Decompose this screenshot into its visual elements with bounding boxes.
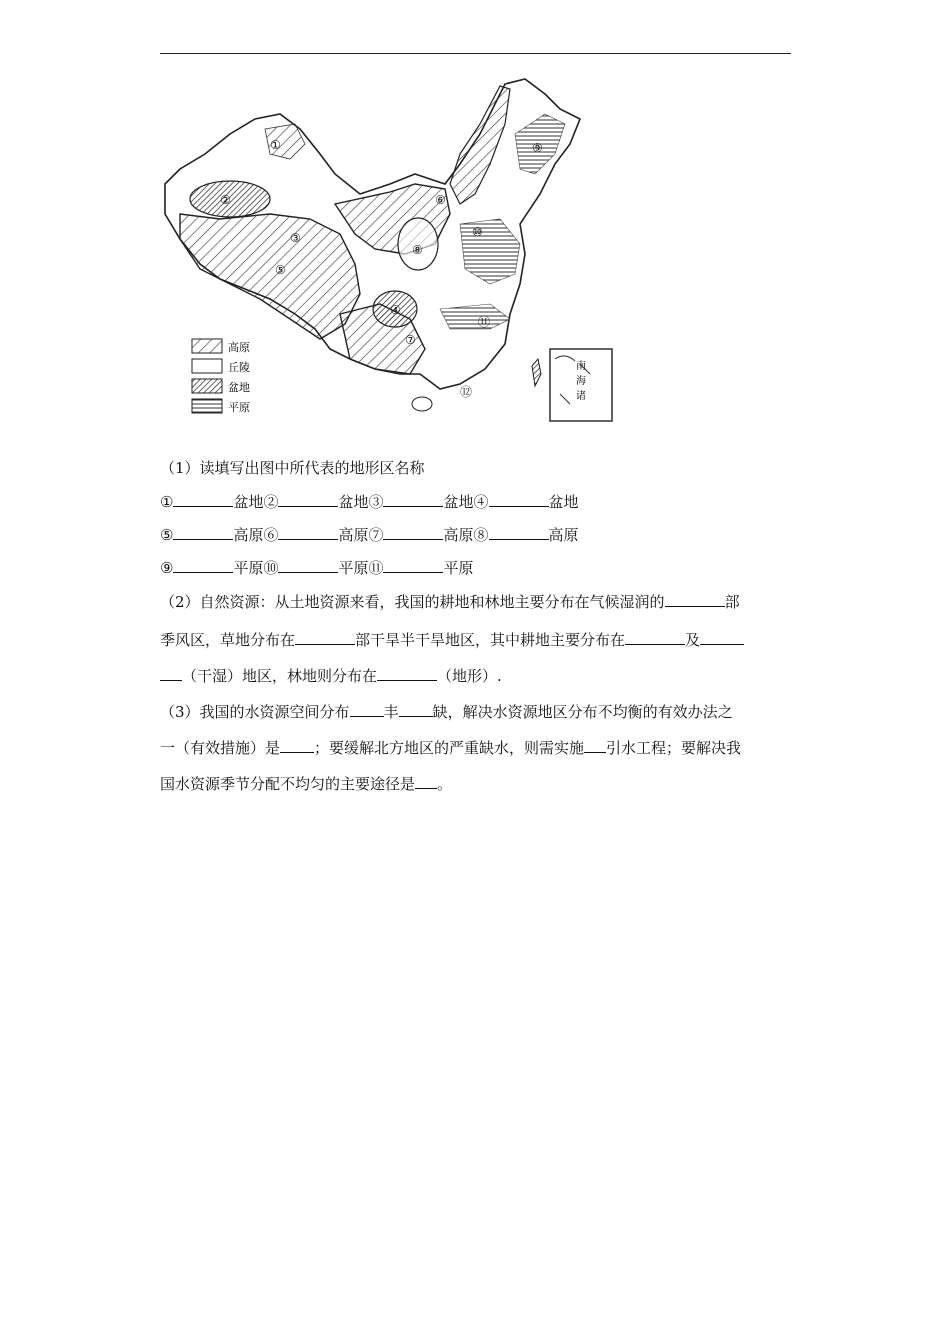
svg-text:诸: 诸 bbox=[576, 391, 586, 402]
north-china-plain bbox=[460, 219, 520, 284]
svg-text:高原: 高原 bbox=[228, 341, 250, 354]
yangtze-plain bbox=[440, 304, 510, 329]
q1-row1: ① 盆地② 盆地③ 盆地④ 盆地 bbox=[160, 493, 579, 511]
blank-q2-5[interactable] bbox=[377, 666, 437, 681]
hainan-island bbox=[412, 397, 432, 411]
marker-2: ② bbox=[220, 193, 231, 207]
q1-row3: ⑨ 平原⑩ 平原⑪ 平原 bbox=[160, 559, 474, 577]
blank-q3-3[interactable] bbox=[280, 738, 314, 753]
marker-11: ⑪ bbox=[478, 315, 491, 329]
blank-q2-2[interactable] bbox=[295, 630, 355, 645]
marker-12: ⑫ bbox=[460, 385, 473, 399]
svg-text:平原: 平原 bbox=[228, 401, 250, 414]
blank-5[interactable] bbox=[173, 525, 233, 540]
northeast-plateau-band bbox=[450, 86, 510, 204]
svg-text:丘陵: 丘陵 bbox=[228, 361, 250, 374]
blank-1[interactable] bbox=[173, 492, 233, 507]
blank-q3-4[interactable] bbox=[584, 738, 606, 753]
q2-line3: （干湿）地区，林地则分布在 （地形）. bbox=[160, 666, 792, 686]
blank-3[interactable] bbox=[383, 492, 443, 507]
blank-q2-3[interactable] bbox=[625, 630, 685, 645]
blank-q2-4b[interactable] bbox=[160, 666, 182, 681]
blank-q3-2[interactable] bbox=[399, 702, 433, 717]
blank-8[interactable] bbox=[489, 525, 549, 540]
svg-text:盆地: 盆地 bbox=[228, 381, 250, 394]
blank-6[interactable] bbox=[278, 525, 338, 540]
south-china-sea-inset bbox=[550, 349, 612, 421]
q1-title: （1）读填写出图中所代表的地形区名称 bbox=[160, 459, 425, 477]
blank-7[interactable] bbox=[383, 525, 443, 540]
marker-1: ① bbox=[270, 138, 281, 152]
blank-q3-5[interactable] bbox=[415, 774, 437, 789]
blank-9[interactable] bbox=[173, 558, 233, 573]
blank-11[interactable] bbox=[383, 558, 443, 573]
marker-7: ⑦ bbox=[405, 333, 416, 347]
blank-q2-4a[interactable] bbox=[700, 630, 744, 645]
marker-9: ⑨ bbox=[532, 141, 543, 155]
marker-8: ⑧ bbox=[412, 243, 423, 257]
q1-row2: ⑤ 高原⑥ 高原⑦ 高原⑧ 高原 bbox=[160, 526, 579, 544]
q2-line2: 季风区，草地分布在 部干旱半干旱地区，其中耕地主要分布在 及 bbox=[160, 630, 792, 650]
taiwan-island bbox=[532, 359, 541, 386]
marker-3: ③ bbox=[290, 231, 301, 245]
q3-line3: 国水资源季节分配不均匀的主要途径是 。 bbox=[160, 775, 453, 793]
marker-5: ⑤ bbox=[275, 263, 286, 277]
header-rule bbox=[160, 53, 791, 54]
svg-text:南: 南 bbox=[576, 361, 586, 372]
blank-4[interactable] bbox=[489, 492, 549, 507]
china-terrain-map bbox=[160, 74, 620, 424]
q2-line1: （2）自然资源：从土地资源来看，我国的耕地和林地主要分布在气候湿润的 部 bbox=[160, 593, 740, 611]
marker-6: ⑥ bbox=[435, 193, 446, 207]
q3-line1: （3）我国的水资源空间分布 丰 缺，解决水资源地区分布不均衡的有效办法之 bbox=[160, 703, 733, 721]
marker-4: ④ bbox=[390, 303, 401, 317]
q3-line2: 一（有效措施）是 ；要缓解北方地区的严重缺水，则需实施 引水工程；要解决我 bbox=[160, 739, 742, 757]
blank-q3-1[interactable] bbox=[350, 702, 384, 717]
map-legend bbox=[192, 339, 250, 414]
blank-2[interactable] bbox=[278, 492, 338, 507]
blank-q2-1[interactable] bbox=[665, 592, 725, 607]
blank-10[interactable] bbox=[278, 558, 338, 573]
svg-text:海: 海 bbox=[576, 376, 586, 387]
qinghai-tibet-plateau bbox=[180, 214, 360, 339]
marker-10: ⑩ bbox=[472, 225, 483, 239]
